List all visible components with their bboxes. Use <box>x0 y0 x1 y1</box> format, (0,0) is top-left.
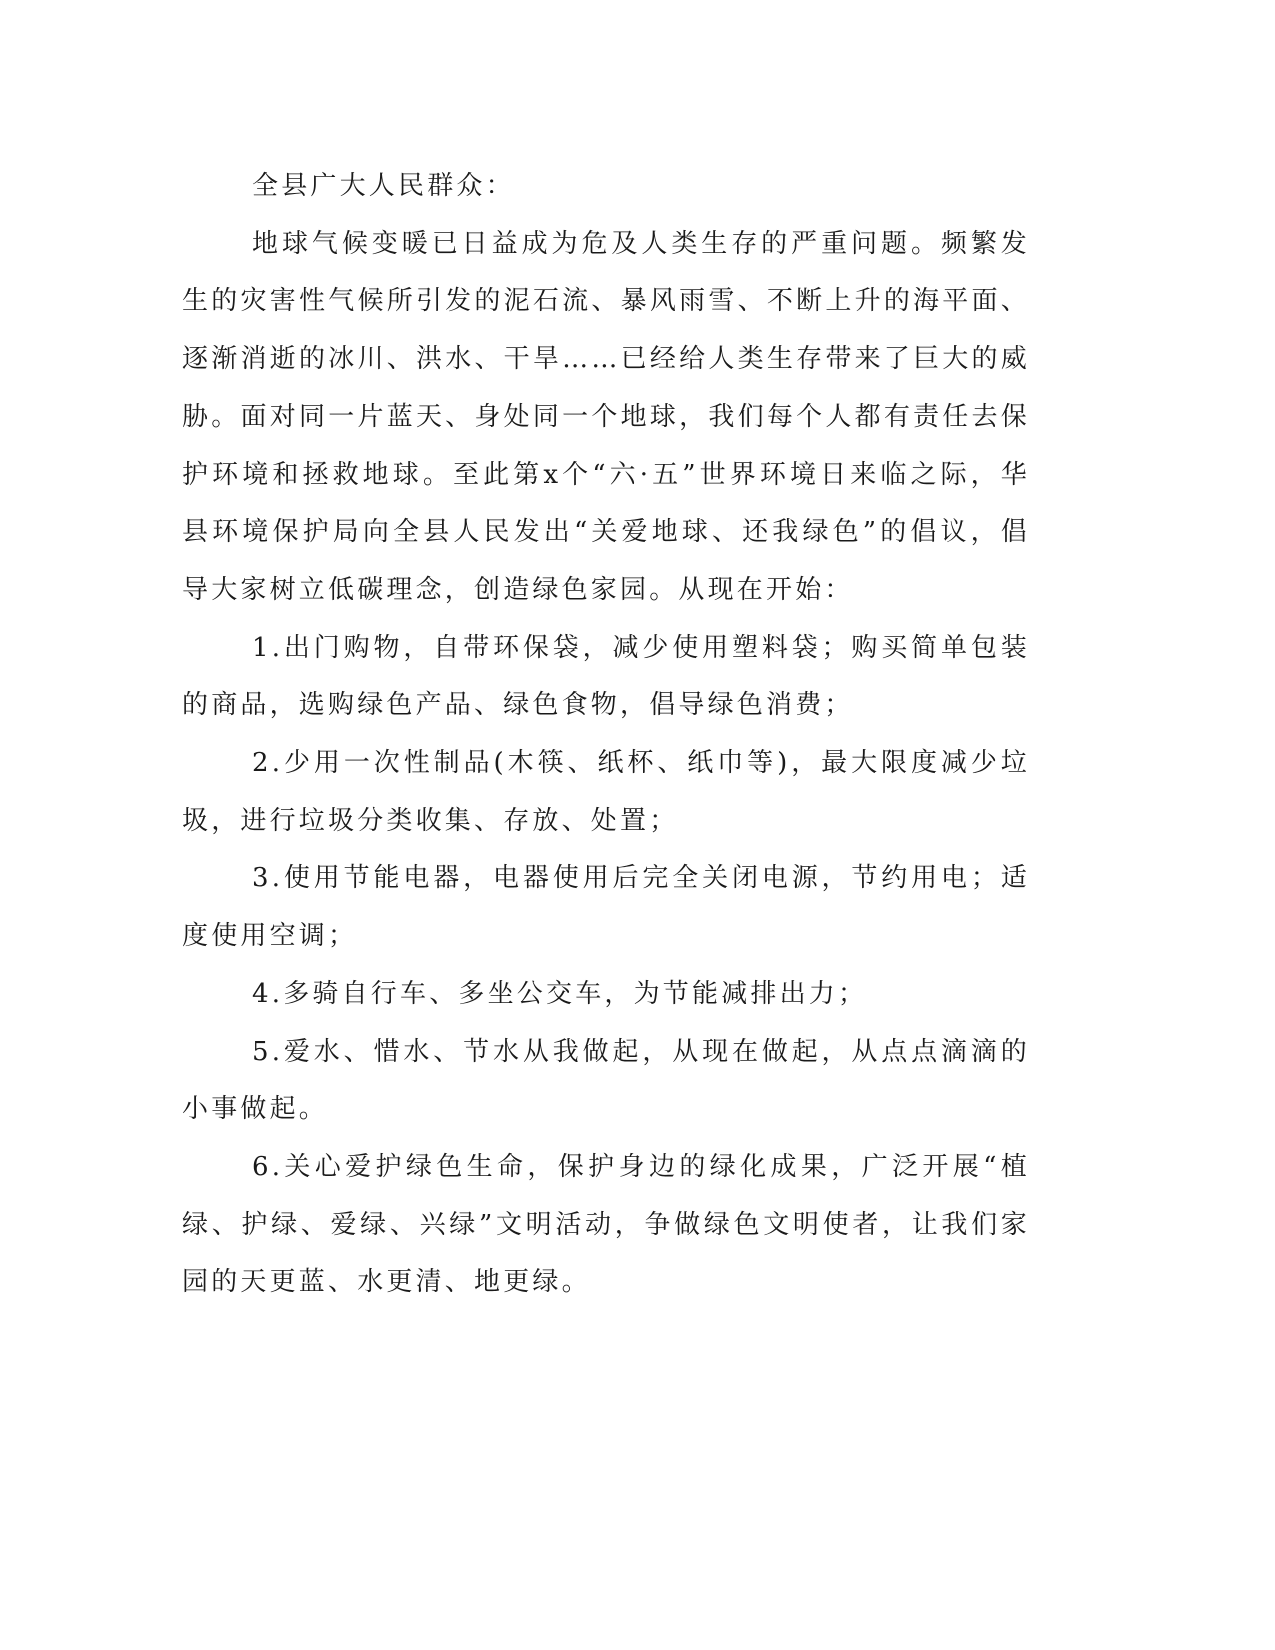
list-item-2: 2.少用一次性制品(木筷、纸杯、纸巾等)，最大限度减少垃圾，进行垃圾分类收集、存放、处置； <box>182 748 1030 836</box>
list-item-4: 4.多骑自行车、多坐公交车，为节能减排出力； <box>252 978 868 1009</box>
intro-paragraph: 地球气候变暖已日益成为危及人类生存的严重问题。频繁发生的灾害性气候所引发的泥石流、暴风雨雪、不断上升的海平面、逐渐消逝的冰川、洪水、干旱……已经给人类生存带来了巨大的威胁。面对同一片蓝天、身处同一个地球，我们每个人都有责任去保护环境和拯救地球。至此第x个“六·五”世界环境日来临之际，华县环境保护局向全县人民发出“关爱地球、还我绿色”的倡议，倡导大家树立低碳理念，创造绿色家园。从现在开始： <box>182 228 1030 605</box>
list-item-6: 6.关心爱护绿色生命，保护身边的绿化成果，广泛开展“植绿、护绿、爱绿、兴绿”文明活动，争做绿色文明使者，让我们家园的天更蓝、水更清、地更绿。 <box>182 1151 1030 1298</box>
document-body <box>182 158 1030 1312</box>
list-item-5: 5.爱水、惜水、节水从我做起，从现在做起，从点点滴滴的小事做起。 <box>182 1036 1030 1125</box>
salutation: 全县广大人民群众： <box>252 171 515 201</box>
list-item-1: 1.出门购物，自带环保袋，减少使用塑料袋；购买简单包装的商品，选购绿色产品、绿色食物，倡导绿色消费； <box>182 632 1030 721</box>
list-item-3: 3.使用节能电器，电器使用后完全关闭电源，节约用电；适度使用空调； <box>182 863 1030 952</box>
